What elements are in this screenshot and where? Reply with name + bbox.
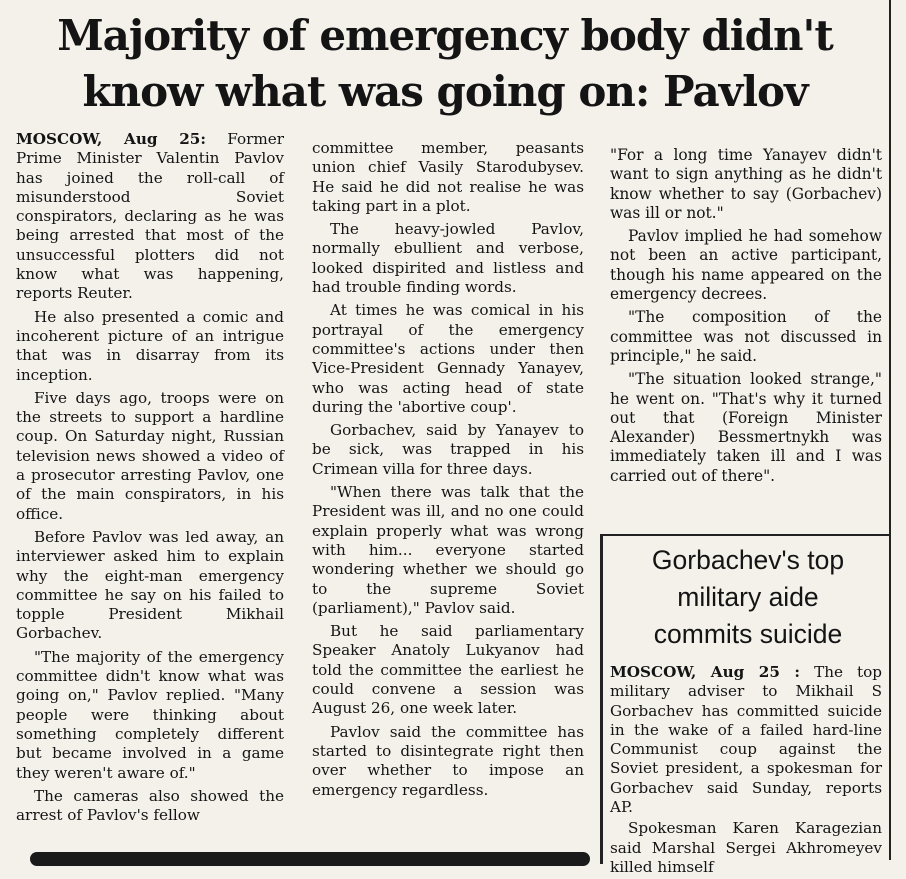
side-headline-line-1: Gorbachev's top <box>651 545 845 575</box>
side-headline-line-2: military aide <box>677 582 819 612</box>
article-paragraph: Before Pavlov was led away, an interviewer asked him to explain why the eight-man emergency committee he say on his failed to topple President Mikhail Gorbachev. <box>16 527 284 643</box>
article-paragraph: At times he was comical in his portrayal of the emergency committee's actions under then Vice-President Gennady Yanayev, who was acting head of state during the 'abortive coup'. <box>312 301 584 416</box>
article-paragraph: MOSCOW, Aug 25 : The top military adviser to Mikhail S Gorbachev has committed suicide in the wake of a failed hard-line Communist coup against the Soviet president, a spokesman for Gorbachev said Sunday, reports AP. <box>610 663 883 817</box>
side-story-body <box>610 663 882 879</box>
article-paragraph: Pavlov said the committee has started to disintegrate right then over whether to impose an emergency regardless. <box>312 722 584 799</box>
article-paragraph: He also presented a comic and incoherent picture of an intrigue that was in disarray from its inception. <box>16 307 284 384</box>
column-rule <box>889 0 891 860</box>
main-headline-line-2: know what was going on: Pavlov <box>82 67 808 116</box>
article-paragraph: MOSCOW, Aug 25: Former Prime Minister Valentin Pavlov has joined the roll-call of misunderstood Soviet conspirators, declaring as he was being arrested that most of the unsuccessful plotters did not know what was happening, reports Reuter. <box>16 130 284 303</box>
article-column-1 <box>16 130 284 829</box>
article-paragraph: "The situation looked strange," he went on. "That's why it turned out that (Foreign Minister Alexander) Bessmertnykh was immediately taken ill and I was carried out of there". <box>610 370 882 485</box>
article-paragraph: committee member, peasants union chief Vasily Starodubysev. He said he did not realise he was taking part in a plot. <box>312 139 584 215</box>
dateline: MOSCOW, Aug 25 : <box>610 663 801 681</box>
article-paragraph: The heavy-jowled Pavlov, normally ebullient and verbose, looked dispirited and listless and had trouble finding words. <box>312 220 584 297</box>
article-column-3 <box>610 146 882 490</box>
article-paragraph: Spokesman Karen Karagezian said Marshal Sergei Akhromeyev killed himself <box>610 819 882 876</box>
article-paragraph: "The majority of the emergency committee didn't know what was going on," Pavlov replied. "Many people were thinking about something completely different but became involved in a game they weren't aware of." <box>16 647 284 782</box>
article-paragraph: Pavlov implied he had somehow not been an active participant, though his name appeared on the emergency decrees. <box>610 227 882 304</box>
article-paragraph: "When there was talk that the President was ill, and no one could explain properly what was wrong with him... everyone started wondering whether we should go to the supreme Soviet (parliament)," Pavlov said. <box>312 483 584 617</box>
main-headline <box>14 8 876 120</box>
article-paragraph: The cameras also showed the arrest of Pavlov's fellow <box>16 786 284 825</box>
article-column-2 <box>312 139 584 804</box>
side-story-headline <box>612 542 884 653</box>
article-paragraph: Five days ago, troops were on the streets to support a hardline coup. On Saturday night, Russian television news showed a video of a prosecutor arresting Pavlov, one of the main conspirators, in his office. <box>16 388 284 523</box>
article-paragraph: "The composition of the committee was not discussed in principle," he said. <box>610 308 882 365</box>
article-paragraph: Gorbachev, said by Yanayev to be sick, was trapped in his Crimean villa for three days. <box>312 421 584 478</box>
dateline: MOSCOW, Aug 25: <box>16 130 206 148</box>
side-headline-line-3: commits suicide <box>653 619 843 649</box>
main-headline-line-1: Majority of emergency body didn't <box>57 11 833 60</box>
article-paragraph: "For a long time Yanayev didn't want to sign anything as he didn't know whether to say (Gorbachev) was ill or not." <box>610 146 882 222</box>
article-paragraph: But he said parliamentary Speaker Anatoly Lukyanov had told the committee the earliest he could convene a session was August 26, one week later. <box>312 622 584 718</box>
bottom-border-bar <box>30 852 590 866</box>
